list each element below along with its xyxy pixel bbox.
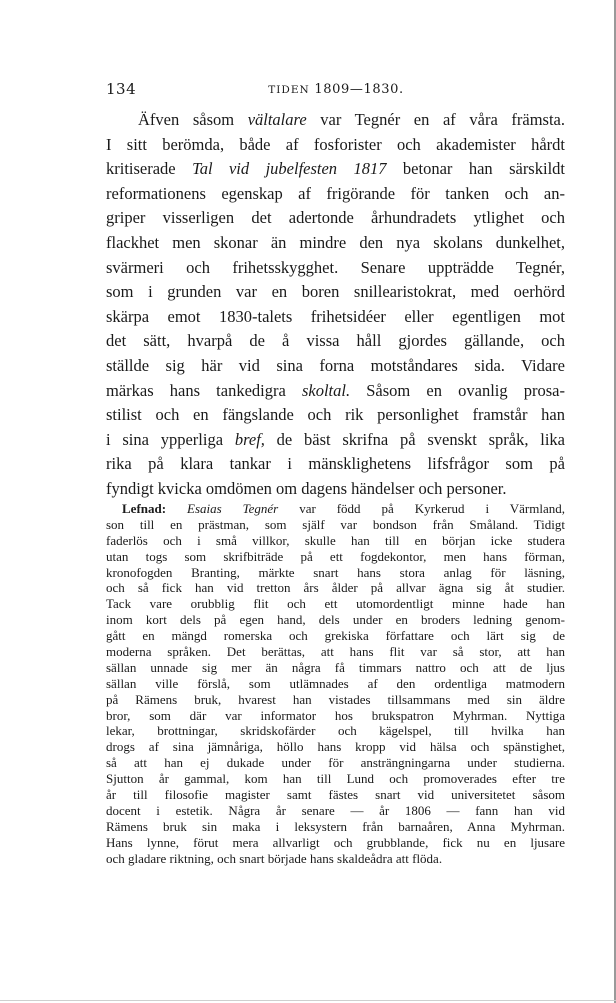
- text-line: svärmeri och frihetsskygghet. Senare uppträdde Tegnér,: [106, 257, 565, 277]
- text-span: de bäst skrifna på svenskt språk, lika: [264, 429, 565, 449]
- text-line: det sätt, hvarpå de å vissa håll gjordes gällande, och: [106, 331, 565, 351]
- text-line: som i grunden var en boren snillearistokrat, med oerhörd: [106, 282, 565, 302]
- biography-note: [106, 501, 565, 866]
- text-line: skärpa emot 1830-talets frihetsidéer eller egentligen mot: [106, 306, 565, 326]
- text-line: [106, 379, 565, 404]
- note-line: utan togs som skrifbiträde på ett fogdekontor, men hans förman,: [106, 548, 565, 564]
- text-span: var född på Kyrkerud i Värmland,: [278, 501, 565, 516]
- note-line: [106, 501, 565, 517]
- note-line: kronofogden Branting, märkte snart hans stora anlag för läsning,: [106, 564, 565, 580]
- text-line: [106, 428, 565, 453]
- note-line: sällan unnade sig mer än några få timmars nattro och att de ljus: [106, 659, 565, 675]
- note-line: inom kort dels på egen hand, dels under en broders ledning genom-: [106, 612, 565, 628]
- note-line: så att han ej dukade under för ansträngningarna under studierna.: [106, 755, 565, 771]
- note-line: sällan ville förslå, som utlämnades af den ordentliga matmodern: [106, 675, 565, 691]
- text-span: Såsom en ovanlig prosa-: [350, 380, 565, 400]
- note-line: och så fick han vid tretton års ålder på allvar ägna sig åt studier.: [106, 580, 565, 596]
- text-span: [166, 501, 187, 516]
- text-span: var Tegnér en af våra främsta.: [306, 110, 565, 129]
- note-line: docent i estetik. Några år senare — år 1806 — fann han vid: [106, 802, 565, 818]
- text-span: Äfven såsom: [138, 110, 248, 129]
- text-line: fyndigt kvicka omdömen om dagens händelser och personer.: [106, 478, 507, 498]
- text-line: rika på klara tankar i mänsklighetens lifsfrågor som på: [106, 454, 565, 474]
- text-line: stilist och en fängslande och rik personlighet framstår han: [106, 405, 565, 425]
- note-line: moderna språken. Det berättas, att hans flit var så stor, att han: [106, 644, 565, 660]
- text-line: [106, 108, 565, 133]
- emphasis: skoltal.: [301, 380, 351, 400]
- emphasis: Tal vid jubelfesten 1817: [192, 159, 387, 179]
- text-span: i sina ypperliga: [106, 429, 235, 449]
- note-line: Rämens bruk sin maka i leksystern från barnaåren, Anna Myhrman.: [106, 818, 565, 834]
- note-line: år till filosofie magister samt fästes snart vid universitetet såsom: [106, 787, 565, 803]
- note-line: Hans lynne, förut mera allvarligt och grubblande, fick nu en ljusare: [106, 834, 565, 850]
- note-line: och gladare riktning, och snart började hans skaldeådra att flöda.: [106, 850, 443, 866]
- note-line: bror, som där var informator hos brukspatron Myhrman. Nyttiga: [106, 707, 565, 723]
- page-number: 134: [106, 80, 137, 98]
- note-line: Tack vare orubblig flit och ett utomordentligt minne hade han: [106, 596, 565, 612]
- main-paragraph: [106, 108, 565, 502]
- text-line: flackhet men skonar än mindre den nya skolans dunkelhet,: [106, 232, 565, 252]
- note-line: gått en mängd romerska och grekiska författare och lärt sig de: [106, 628, 565, 644]
- text-line: I sitt berömda, både af fosforister och akademister hårdt: [106, 134, 565, 154]
- note-lead: Lefnad:: [122, 501, 167, 516]
- page-header: [106, 80, 566, 102]
- note-line: son till en prästman, som själf var bondson från Småland. Tidigt: [106, 516, 565, 532]
- text-span: märkas hans tankedigra: [106, 380, 302, 400]
- text-line: [106, 157, 565, 182]
- note-line: drogs af sina jämnåriga, höllo hans kropp vid hälsa och spänstighet,: [106, 739, 565, 755]
- text-span: kritiserade: [106, 159, 193, 179]
- running-title: [106, 82, 566, 97]
- note-line: på Rämens bruk, hvarest han vistades tillsammans med sin äldre: [106, 691, 565, 707]
- note-line: faderlös och i små villkor, skulle han till en början icke studera: [106, 532, 565, 548]
- note-line: Sjutton år gammal, kom han till Lund och promoverades efter tre: [106, 771, 565, 787]
- emphasis: bref,: [234, 429, 265, 449]
- note-line: lekar, brottningar, skridskofärder och kägelspel, till hvilka han: [106, 723, 565, 739]
- text-line: ställde sig här vid sina forna motståndares sida. Vidare: [106, 355, 565, 375]
- emphasis: vältalare: [247, 110, 307, 129]
- text-span: betonar han särskildt: [386, 159, 565, 179]
- bottom-rule: [0, 1000, 616, 1001]
- text-line: reformationens egenskap af frigörande för tanken och an-: [106, 183, 565, 203]
- running-title-word: TIDEN: [268, 84, 310, 96]
- running-title-years: 1809—1830.: [309, 82, 404, 97]
- text-line: griper visserligen det adertonde århundradets ytlighet och: [106, 208, 565, 228]
- person-name: Esaias Tegnér: [187, 501, 279, 516]
